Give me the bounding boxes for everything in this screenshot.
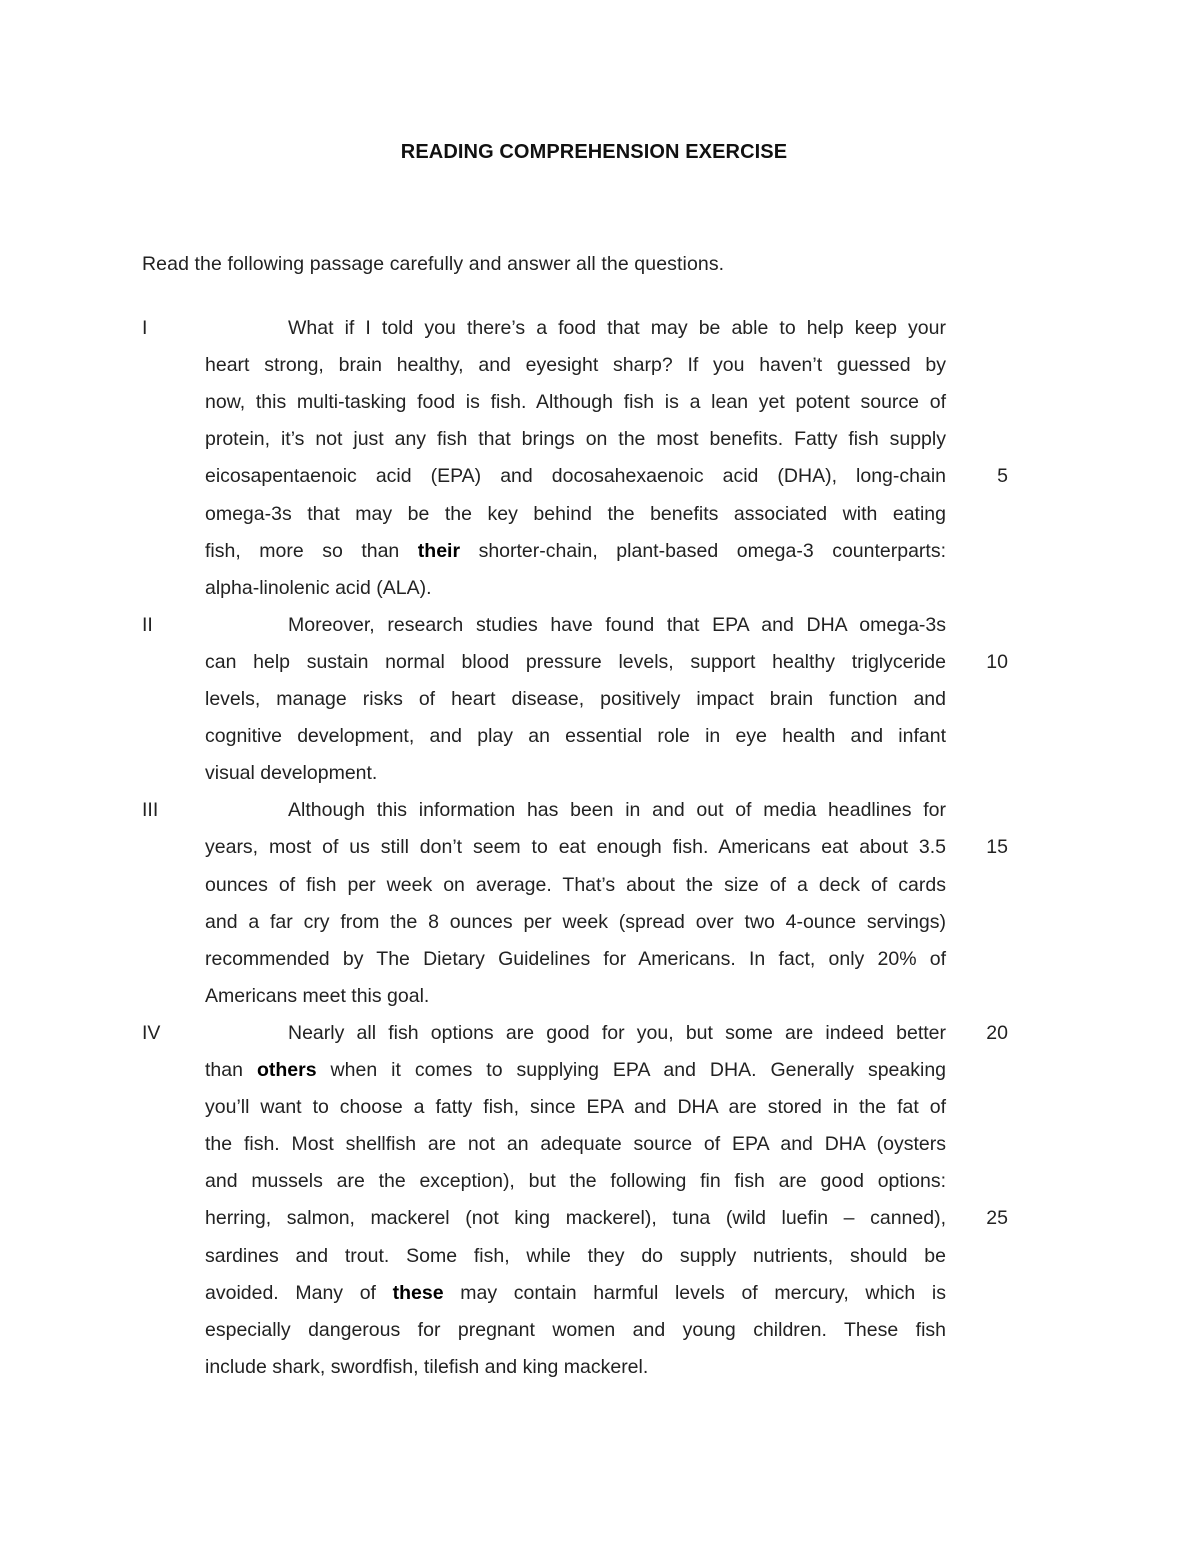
passage-text [205, 1092, 946, 1122]
passage-text-segment: years, most of us still don’t seem to eat enough fish. Americans eat about 3.5 [205, 836, 946, 859]
paragraph-number: I [142, 317, 148, 339]
passage-text-segment: you’ll want to choose a fatty fish, since EPA and DHA are stored in the fat of [205, 1096, 946, 1119]
passage-line [0, 461, 1200, 491]
passage-line [0, 684, 1200, 714]
passage-text-segment: shorter-chain, plant-based omega-3 counterparts: [460, 539, 947, 562]
passage-text [205, 1315, 946, 1345]
passage-text [205, 536, 946, 566]
passage-line [0, 832, 1200, 862]
passage-text-segment: levels, manage risks of heart disease, positively impact brain function and [205, 688, 946, 710]
passage-text-segment: Americans meet this goal. [205, 984, 430, 1007]
passage-text [205, 387, 946, 417]
passage-text [205, 647, 946, 677]
reference-word: these [392, 1281, 444, 1304]
passage-text [205, 758, 946, 788]
page-title: READING COMPREHENSION EXERCISE [400, 141, 788, 163]
passage-text-segment: Moreover, research studies have found that EPA and DHA omega-3s [288, 613, 946, 636]
passage-line [0, 1278, 1200, 1308]
passage-line [0, 610, 1200, 640]
passage-text-segment: omega-3s that may be the key behind the benefits associated with eating [205, 502, 946, 525]
passage-line [0, 1055, 1200, 1085]
passage-text [205, 870, 946, 900]
reference-word: others [256, 1059, 317, 1081]
passage-text [205, 424, 946, 454]
passage-text-segment: than [205, 1059, 257, 1081]
line-number: 25 [986, 1207, 1008, 1230]
line-number: 15 [986, 836, 1008, 859]
passage-text [205, 832, 946, 862]
line-number: 5 [997, 465, 1008, 488]
passage-line [0, 350, 1200, 380]
passage-text [205, 1203, 946, 1233]
passage-text-segment: cognitive development, and play an essential role in eye health and infant [205, 725, 946, 748]
passage-text-segment: Nearly all fish options are good for you, but some are indeed better [288, 1021, 946, 1044]
passage-line [0, 870, 1200, 900]
reference-word: their [417, 539, 461, 562]
passage-text [288, 1018, 946, 1048]
passage-text-segment: What if I told you there’s a food that may be able to help keep your [288, 317, 946, 339]
passage-text-segment: eicosapentaenoic acid (EPA) and docosahexaenoic acid (DHA), long-chain [205, 465, 946, 488]
passage-text [205, 1352, 946, 1382]
passage-text-segment: when it comes to supplying EPA and DHA. Generally speaking [316, 1059, 947, 1081]
passage-text-segment: alpha-linolenic acid (ALA). [205, 576, 432, 599]
passage-line [0, 1129, 1200, 1159]
passage-text [205, 350, 946, 380]
passage-text [205, 1055, 946, 1085]
passage-line [0, 758, 1200, 788]
passage-text [205, 944, 946, 974]
passage-line [0, 981, 1200, 1011]
instructions: Read the following passage carefully and answer all the questions. [142, 253, 725, 275]
passage-line [0, 907, 1200, 937]
passage-text-segment: herring, salmon, mackerel (not king mackerel), tuna (wild luefin – canned), [205, 1207, 946, 1230]
passage-line [0, 1018, 1200, 1048]
passage-text [205, 499, 946, 529]
passage-text [288, 610, 946, 640]
passage-text-segment: avoided. Many of [205, 1281, 393, 1304]
passage-text-segment: fish, more so than [205, 539, 418, 562]
passage-text-segment: especially dangerous for pregnant women and young children. These fish [205, 1318, 946, 1341]
passage-text [205, 573, 946, 603]
passage-text [205, 1241, 946, 1271]
paragraph-number: IV [142, 1021, 161, 1044]
passage-line [0, 1315, 1200, 1345]
line-number: 10 [986, 650, 1008, 673]
line-number: 20 [986, 1021, 1008, 1044]
passage-text [205, 981, 946, 1011]
passage-text [205, 907, 946, 937]
paragraph-number: II [142, 613, 153, 636]
passage-text-segment: can help sustain normal blood pressure levels, support healthy triglyceride [205, 650, 946, 673]
passage-line [0, 313, 1200, 343]
passage-text [205, 721, 946, 751]
passage-text [288, 795, 946, 825]
passage-text-segment: heart strong, brain healthy, and eyesight sharp? If you haven’t guessed by [205, 354, 946, 377]
passage-line [0, 1241, 1200, 1271]
passage-text-segment: visual development. [205, 762, 378, 785]
passage-text-segment: and a far cry from the 8 ounces per week (spread over two 4-ounce servings) [205, 910, 946, 933]
passage-line [0, 536, 1200, 566]
passage-line [0, 499, 1200, 529]
passage-text-segment: protein, it’s not just any fish that brings on the most benefits. Fatty fish supply [205, 428, 946, 451]
passage-text-segment: sardines and trout. Some fish, while they do supply nutrients, should be [205, 1244, 946, 1267]
passage-line [0, 721, 1200, 751]
passage-text [205, 461, 946, 491]
passage-line [0, 1352, 1200, 1382]
passage-line [0, 573, 1200, 603]
passage-line [0, 1166, 1200, 1196]
passage-text-segment: Although this information has been in and out of media headlines for [288, 799, 946, 822]
passage-line [0, 647, 1200, 677]
passage-text-segment: and mussels are the exception), but the following fin fish are good options: [205, 1170, 946, 1193]
passage-line [0, 795, 1200, 825]
passage-line [0, 387, 1200, 417]
passage-text-segment: include shark, swordfish, tilefish and king mackerel. [205, 1355, 649, 1378]
passage-text-segment: may contain harmful levels of mercury, which is [443, 1281, 946, 1304]
passage-text [205, 1278, 946, 1308]
passage-line [0, 944, 1200, 974]
passage-text [205, 684, 946, 714]
passage-text-segment: recommended by The Dietary Guidelines for Americans. In fact, only 20% of [205, 947, 946, 970]
passage-text [205, 1129, 946, 1159]
passage-text-segment: the fish. Most shellfish are not an adequate source of EPA and DHA (oysters [205, 1133, 946, 1156]
passage-text [205, 1166, 946, 1196]
passage-text-segment: ounces of fish per week on average. That’s about the size of a deck of cards [205, 873, 946, 896]
passage-line [0, 1203, 1200, 1233]
passage-line [0, 1092, 1200, 1122]
passage-line [0, 424, 1200, 454]
paragraph-number: III [142, 799, 159, 822]
passage-text [288, 313, 946, 343]
passage-text-segment: now, this multi-tasking food is fish. Although fish is a lean yet potent source of [205, 391, 946, 414]
